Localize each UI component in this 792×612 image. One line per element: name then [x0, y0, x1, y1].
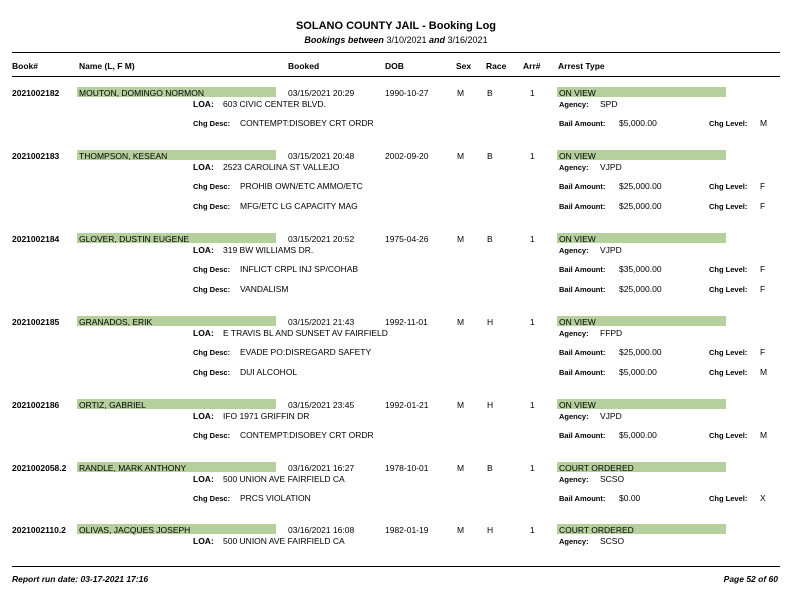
booked-datetime: 03/15/2021 20:52: [288, 234, 355, 244]
chg-desc-label: Chg Desc:: [193, 348, 231, 357]
location-of-arrest: 2523 CAROLINA ST VALLEJO: [223, 162, 340, 172]
col-header-name: Name (L, F M): [79, 61, 135, 71]
agency-label: Agency:: [559, 163, 589, 172]
inmate-name: OLIVAS, JACQUES JOSEPH: [79, 525, 191, 535]
charge-description: INFLICT CRPL INJ SP/COHAB: [240, 264, 359, 274]
arrest-number: 1: [530, 234, 535, 244]
race: H: [487, 400, 494, 410]
arresting-agency: VJPD: [600, 411, 622, 421]
charge-description: CONTEMPT:DISOBEY CRT ORDR: [240, 430, 374, 440]
location-of-arrest: 500 UNION AVE FAIRFIELD CA: [223, 474, 345, 484]
race: H: [487, 317, 494, 327]
booked-datetime: 03/15/2021 23:45: [288, 400, 355, 410]
booked-datetime: 03/15/2021 20:29: [288, 88, 355, 98]
footer-rule: [12, 566, 780, 567]
charge-description: DUI ALCOHOL: [240, 367, 298, 377]
booked-datetime: 03/15/2021 20:48: [288, 151, 355, 161]
arresting-agency: SCSO: [600, 536, 625, 546]
chg-level-label: Chg Level:: [709, 202, 748, 211]
loa-label: LOA:: [193, 162, 214, 172]
charge-description: PRCS VIOLATION: [240, 493, 311, 503]
bail-amount: $25,000.00: [619, 181, 662, 191]
chg-level-label: Chg Level:: [709, 431, 748, 440]
arrest-number: 1: [530, 400, 535, 410]
subtitle-prefix: Bookings between: [304, 35, 384, 45]
inmate-name: MOUTON, DOMINGO NORMON: [79, 88, 204, 98]
arrest-number: 1: [530, 525, 535, 535]
arrest-number: 1: [530, 463, 535, 473]
loa-label: LOA:: [193, 245, 214, 255]
arresting-agency: SCSO: [600, 474, 625, 484]
charge-description: CONTEMPT:DISOBEY CRT ORDR: [240, 118, 374, 128]
col-header-dob: DOB: [385, 61, 404, 71]
sex: M: [457, 400, 465, 410]
report-title: SOLANO COUNTY JAIL - Booking Log: [295, 20, 497, 32]
charge-level: M: [760, 118, 768, 128]
sex: M: [457, 463, 465, 473]
page-number: Page 52 of 60: [723, 574, 778, 584]
booked-datetime: 03/16/2021 16:27: [288, 463, 355, 473]
report-subtitle: [0, 35, 792, 45]
arresting-agency: FFPD: [600, 328, 623, 338]
inmate-name: GRANADOS, ERIK: [79, 317, 153, 327]
charge-level: M: [760, 367, 768, 377]
arrest-type: ON VIEW: [559, 151, 596, 161]
arrest-number: 1: [530, 88, 535, 98]
chg-desc-label: Chg Desc:: [193, 494, 231, 503]
book-number: 2021002185: [12, 317, 60, 327]
col-header-race: Race: [486, 61, 507, 71]
chg-desc-label: Chg Desc:: [193, 368, 231, 377]
chg-level-label: Chg Level:: [709, 182, 748, 191]
race: B: [487, 151, 493, 161]
date-of-birth: 2002-09-20: [385, 151, 429, 161]
race: B: [487, 463, 493, 473]
chg-desc-label: Chg Desc:: [193, 119, 231, 128]
chg-desc-label: Chg Desc:: [193, 431, 231, 440]
inmate-name: ORTIZ, GABRIEL: [79, 400, 146, 410]
arrest-type: COURT ORDERED: [559, 463, 634, 473]
charge-level: M: [760, 430, 768, 440]
book-number: 2021002058.2: [12, 463, 67, 473]
header-bottom-rule: [12, 76, 780, 77]
location-of-arrest: E TRAVIS BL AND SUNSET AV FAIRFIELD: [223, 328, 388, 338]
bail-amount: $5,000.00: [619, 367, 657, 377]
arresting-agency: VJPD: [600, 162, 622, 172]
arrest-number: 1: [530, 317, 535, 327]
loa-label: LOA:: [193, 474, 214, 484]
bail-amount: $25,000.00: [619, 284, 662, 294]
bail-amount-label: Bail Amount:: [559, 202, 606, 211]
header-top-rule: [12, 52, 780, 53]
charge-level: X: [760, 493, 766, 503]
arrest-type: COURT ORDERED: [559, 525, 634, 535]
arresting-agency: VJPD: [600, 245, 622, 255]
bail-amount: $5,000.00: [619, 118, 657, 128]
chg-level-label: Chg Level:: [709, 285, 748, 294]
inmate-name: GLOVER, DUSTIN EUGENE: [79, 234, 190, 244]
chg-level-label: Chg Level:: [709, 348, 748, 357]
bail-amount-label: Bail Amount:: [559, 368, 606, 377]
arrest-type: ON VIEW: [559, 88, 596, 98]
loa-label: LOA:: [193, 99, 214, 109]
sex: M: [457, 234, 465, 244]
location-of-arrest: 500 UNION AVE FAIRFIELD CA: [223, 536, 345, 546]
chg-desc-label: Chg Desc:: [193, 265, 231, 274]
bail-amount-label: Bail Amount:: [559, 182, 606, 191]
race: B: [487, 88, 493, 98]
start-date: 3/10/2021: [386, 35, 427, 45]
sex: M: [457, 317, 465, 327]
agency-label: Agency:: [559, 475, 589, 484]
col-header-sex: Sex: [456, 61, 472, 71]
col-header-booked: Booked: [288, 61, 320, 71]
bail-amount-label: Bail Amount:: [559, 431, 606, 440]
charge-level: F: [760, 347, 766, 357]
chg-level-label: Chg Level:: [709, 368, 748, 377]
charge-description: PROHIB OWN/ETC AMMO/ETC: [240, 181, 363, 191]
bail-amount-label: Bail Amount:: [559, 119, 606, 128]
date-of-birth: 1990-10-27: [385, 88, 429, 98]
bail-amount-label: Bail Amount:: [559, 494, 606, 503]
book-number: 2021002184: [12, 234, 60, 244]
arrest-type: ON VIEW: [559, 400, 596, 410]
location-of-arrest: IFO 1971 GRIFFIN DR: [223, 411, 310, 421]
bail-amount: $35,000.00: [619, 264, 662, 274]
loa-label: LOA:: [193, 328, 214, 338]
book-number: 2021002183: [12, 151, 60, 161]
bail-amount-label: Bail Amount:: [559, 265, 606, 274]
sex: M: [457, 88, 465, 98]
race: H: [487, 525, 494, 535]
charge-level: F: [760, 181, 766, 191]
book-number: 2021002182: [12, 88, 60, 98]
charge-description: VANDALISM: [240, 284, 289, 294]
inmate-name: THOMPSON, KESEAN: [79, 151, 168, 161]
chg-desc-label: Chg Desc:: [193, 285, 231, 294]
booked-datetime: 03/16/2021 16:08: [288, 525, 355, 535]
chg-level-label: Chg Level:: [709, 494, 748, 503]
date-of-birth: 1982-01-19: [385, 525, 429, 535]
bail-amount-label: Bail Amount:: [559, 285, 606, 294]
date-of-birth: 1978-10-01: [385, 463, 429, 473]
chg-level-label: Chg Level:: [709, 119, 748, 128]
bail-amount: $0.00: [619, 493, 641, 503]
race: B: [487, 234, 493, 244]
report-run-date: Report run date: 03-17-2021 17:16: [12, 574, 149, 584]
arrest-type: ON VIEW: [559, 234, 596, 244]
col-header-arrest-type: Arrest Type: [558, 61, 605, 71]
chg-level-label: Chg Level:: [709, 265, 748, 274]
agency-label: Agency:: [559, 329, 589, 338]
chg-desc-label: Chg Desc:: [193, 182, 231, 191]
charge-description: EVADE PO:DISREGARD SAFETY: [240, 347, 372, 357]
bail-amount: $5,000.00: [619, 430, 657, 440]
bail-amount: $25,000.00: [619, 201, 662, 211]
charge-level: F: [760, 201, 766, 211]
col-header-book: Book#: [12, 61, 38, 71]
location-of-arrest: 603 CIVIC CENTER BLVD.: [223, 99, 326, 109]
bail-amount: $25,000.00: [619, 347, 662, 357]
loa-label: LOA:: [193, 536, 214, 546]
arresting-agency: SPD: [600, 99, 618, 109]
sex: M: [457, 151, 465, 161]
sex: M: [457, 525, 465, 535]
inmate-name: RANDLE, MARK ANTHONY: [79, 463, 187, 473]
subtitle-and: and: [429, 35, 446, 45]
loa-label: LOA:: [193, 411, 214, 421]
charge-description: MFG/ETC LG CAPACITY MAG: [240, 201, 358, 211]
location-of-arrest: 319 BW WILLIAMS DR.: [223, 245, 314, 255]
chg-desc-label: Chg Desc:: [193, 202, 231, 211]
book-number: 2021002110.2: [12, 525, 66, 535]
end-date: 3/16/2021: [447, 35, 488, 45]
agency-label: Agency:: [559, 537, 589, 546]
date-of-birth: 1992-01-21: [385, 400, 429, 410]
agency-label: Agency:: [559, 100, 589, 109]
agency-label: Agency:: [559, 412, 589, 421]
bail-amount-label: Bail Amount:: [559, 348, 606, 357]
booked-datetime: 03/15/2021 21:43: [288, 317, 355, 327]
date-of-birth: 1975-04-26: [385, 234, 429, 244]
arrest-type: ON VIEW: [559, 317, 596, 327]
col-header-arr: Arr#: [523, 61, 541, 71]
book-number: 2021002186: [12, 400, 60, 410]
date-of-birth: 1992-11-01: [385, 317, 428, 327]
arrest-number: 1: [530, 151, 535, 161]
charge-level: F: [760, 264, 766, 274]
charge-level: F: [760, 284, 766, 294]
agency-label: Agency:: [559, 246, 589, 255]
